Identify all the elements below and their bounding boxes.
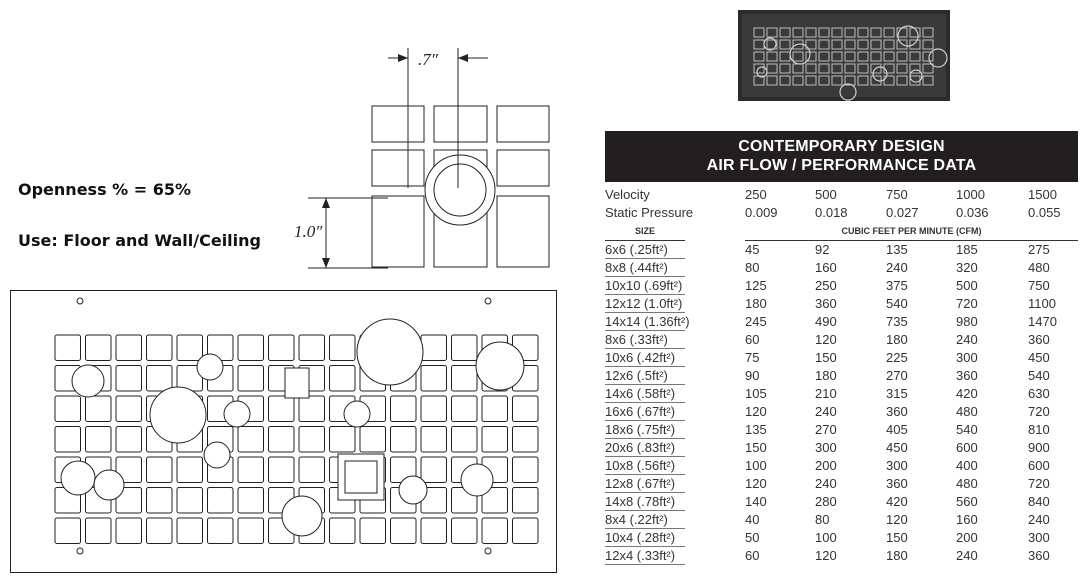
- cfm-cell: 250: [815, 278, 837, 293]
- cfm-cell: 180: [886, 548, 908, 563]
- pressure-value: 0.055: [1028, 205, 1061, 220]
- cfm-cell: 320: [956, 260, 978, 275]
- table-header-row: [605, 222, 1078, 241]
- cfm-cell: 120: [745, 476, 767, 491]
- size-cell: 12x6 (.5ft²): [605, 367, 685, 385]
- size-cell: 10x4 (.28ft²): [605, 529, 685, 547]
- pressure-value: 0.009: [745, 205, 778, 220]
- table-row: [605, 241, 1078, 259]
- table-row: [605, 349, 1078, 367]
- cfm-cell: 360: [1028, 332, 1050, 347]
- table-row: [605, 493, 1078, 511]
- banner-title-line1: CONTEMPORARY DESIGN: [738, 138, 945, 155]
- size-cell: 12x4 (.33ft²): [605, 547, 685, 565]
- cfm-cell: 60: [745, 332, 760, 347]
- size-cell: 6x6 (.25ft²): [605, 241, 685, 259]
- cfm-cell: 420: [956, 386, 978, 401]
- velocity-value: 750: [886, 187, 908, 202]
- cfm-cell: 150: [886, 530, 908, 545]
- velocity-value: 1000: [956, 187, 985, 202]
- cfm-cell: 100: [815, 530, 837, 545]
- cfm-cell: 180: [886, 332, 908, 347]
- cfm-cell: 300: [956, 350, 978, 365]
- size-cell: 14x14 (1.36ft²): [605, 314, 690, 329]
- cfm-cell: 60: [745, 548, 760, 563]
- size-cell: 12x12 (1.0ft²): [605, 295, 685, 313]
- cfm-cell: 500: [956, 278, 978, 293]
- velocity-label: Velocity: [605, 187, 650, 202]
- cfm-cell: 450: [886, 440, 908, 455]
- cfm-cell: 600: [956, 440, 978, 455]
- static-pressure-label: Static Pressure: [605, 205, 694, 220]
- cfm-cell: 45: [745, 242, 760, 257]
- performance-table: [605, 186, 1078, 565]
- cfm-cell: 150: [815, 350, 837, 365]
- cfm-cell: 720: [1028, 476, 1050, 491]
- cfm-cell: 360: [815, 296, 837, 311]
- cfm-cell: 630: [1028, 386, 1050, 401]
- size-cell: 12x8 (.67ft²): [605, 475, 685, 493]
- size-header: SIZE: [605, 222, 685, 241]
- cfm-cell: 50: [745, 530, 760, 545]
- table-row: [605, 259, 1078, 277]
- grille-drawing: [10, 290, 558, 574]
- performance-banner: [605, 131, 1078, 182]
- pattern-detail-diagram: [290, 40, 560, 280]
- cfm-cell: 125: [745, 278, 767, 293]
- cfm-cell: 150: [745, 440, 767, 455]
- cfm-cell: 490: [815, 314, 837, 329]
- table-row: [605, 421, 1078, 439]
- cfm-cell: 600: [1028, 458, 1050, 473]
- static-pressure-row: [605, 204, 1078, 222]
- cfm-cell: 405: [886, 422, 908, 437]
- cfm-cell: 180: [815, 368, 837, 383]
- cfm-cell: 120: [886, 512, 908, 527]
- table-row: [605, 511, 1078, 529]
- cfm-cell: 360: [956, 368, 978, 383]
- cfm-cell: 375: [886, 278, 908, 293]
- size-cell: 8x4 (.22ft²): [605, 511, 685, 529]
- cfm-cell: 140: [745, 494, 767, 509]
- table-row: [605, 457, 1078, 475]
- cfm-cell: 240: [956, 332, 978, 347]
- cfm-cell: 245: [745, 314, 767, 329]
- cfm-cell: 240: [815, 476, 837, 491]
- banner-title-line2: AIR FLOW / PERFORMANCE DATA: [706, 157, 977, 174]
- cfm-cell: 90: [745, 368, 760, 383]
- cfm-cell: 75: [745, 350, 760, 365]
- table-row: [605, 277, 1078, 295]
- grille-product-photo: [738, 10, 950, 101]
- pressure-value: 0.036: [956, 205, 989, 220]
- cfm-cell: 80: [815, 512, 830, 527]
- size-cell: 10x8 (.56ft²): [605, 457, 685, 475]
- table-row: [605, 313, 1078, 331]
- table-row: [605, 403, 1078, 421]
- cfm-cell: 360: [1028, 548, 1050, 563]
- cfm-cell: 540: [1028, 368, 1050, 383]
- cfm-cell: 720: [1028, 404, 1050, 419]
- cfm-cell: 540: [956, 422, 978, 437]
- cfm-cell: 135: [886, 242, 908, 257]
- size-cell: 8x6 (.33ft²): [605, 331, 685, 349]
- cfm-cell: 225: [886, 350, 908, 365]
- cfm-cell: 400: [956, 458, 978, 473]
- cfm-cell: 135: [745, 422, 767, 437]
- cfm-cell: 200: [956, 530, 978, 545]
- size-cell: 10x10 (.69ft²): [605, 277, 685, 295]
- cfm-cell: 185: [956, 242, 978, 257]
- cfm-cell: 240: [1028, 512, 1050, 527]
- cfm-cell: 120: [815, 332, 837, 347]
- cfm-cell: 420: [886, 494, 908, 509]
- size-cell: 16x6 (.67ft²): [605, 403, 685, 421]
- cfm-cell: 300: [815, 440, 837, 455]
- cfm-cell: 40: [745, 512, 760, 527]
- cfm-cell: 720: [956, 296, 978, 311]
- table-row: [605, 385, 1078, 403]
- cfm-cell: 240: [956, 548, 978, 563]
- cfm-cell: 540: [886, 296, 908, 311]
- cfm-cell: 560: [956, 494, 978, 509]
- cfm-cell: 100: [745, 458, 767, 473]
- cfm-cell: 480: [1028, 260, 1050, 275]
- cfm-cell: 210: [815, 386, 837, 401]
- cfm-cell: 315: [886, 386, 908, 401]
- velocity-value: 1500: [1028, 187, 1057, 202]
- cfm-cell: 300: [1028, 530, 1050, 545]
- size-cell: 14x8 (.78ft²): [605, 493, 685, 511]
- cfm-cell: 360: [886, 476, 908, 491]
- cfm-cell: 900: [1028, 440, 1050, 455]
- cfm-cell: 980: [956, 314, 978, 329]
- table-row: [605, 547, 1078, 565]
- cfm-cell: 735: [886, 314, 908, 329]
- cfm-cell: 240: [815, 404, 837, 419]
- table-row: [605, 529, 1078, 547]
- cfm-cell: 840: [1028, 494, 1050, 509]
- cfm-header: CUBIC FEET PER MINUTE (CFM): [745, 222, 1078, 241]
- openness-label: Openness % = 65%: [18, 180, 192, 199]
- cfm-cell: 105: [745, 386, 767, 401]
- size-cell: 10x6 (.42ft²): [605, 349, 685, 367]
- cfm-cell: 1470: [1028, 314, 1057, 329]
- cfm-cell: 480: [956, 404, 978, 419]
- cfm-cell: 160: [815, 260, 837, 275]
- cfm-cell: 810: [1028, 422, 1050, 437]
- size-cell: 14x6 (.58ft²): [605, 385, 685, 403]
- cfm-cell: 180: [745, 296, 767, 311]
- width-dimension-label: .7″: [418, 50, 438, 69]
- cfm-cell: 480: [956, 476, 978, 491]
- cfm-cell: 80: [745, 260, 760, 275]
- cfm-cell: 450: [1028, 350, 1050, 365]
- cfm-cell: 360: [886, 404, 908, 419]
- size-cell: 20x6 (.83ft²): [605, 439, 685, 457]
- cfm-cell: 200: [815, 458, 837, 473]
- table-row: [605, 439, 1078, 457]
- height-dimension-label: 1.0″: [294, 222, 323, 241]
- table-row: [605, 367, 1078, 385]
- table-row: [605, 475, 1078, 493]
- velocity-row: [605, 186, 1078, 204]
- cfm-cell: 750: [1028, 278, 1050, 293]
- cfm-cell: 270: [886, 368, 908, 383]
- cfm-cell: 160: [956, 512, 978, 527]
- cfm-cell: 120: [815, 548, 837, 563]
- velocity-value: 500: [815, 187, 837, 202]
- cfm-cell: 275: [1028, 242, 1050, 257]
- cfm-cell: 92: [815, 242, 830, 257]
- cfm-cell: 120: [745, 404, 767, 419]
- cfm-cell: 1100: [1028, 296, 1056, 311]
- cfm-cell: 280: [815, 494, 837, 509]
- size-cell: 18x6 (.75ft²): [605, 421, 685, 439]
- velocity-value: 250: [745, 187, 767, 202]
- table-row: [605, 295, 1078, 313]
- cfm-cell: 270: [815, 422, 837, 437]
- table-row: [605, 331, 1078, 349]
- pressure-value: 0.018: [815, 205, 848, 220]
- size-cell: 8x8 (.44ft²): [605, 259, 685, 277]
- use-label: Use: Floor and Wall/Ceiling: [18, 231, 261, 250]
- cfm-cell: 300: [886, 458, 908, 473]
- cfm-cell: 240: [886, 260, 908, 275]
- pressure-value: 0.027: [886, 205, 919, 220]
